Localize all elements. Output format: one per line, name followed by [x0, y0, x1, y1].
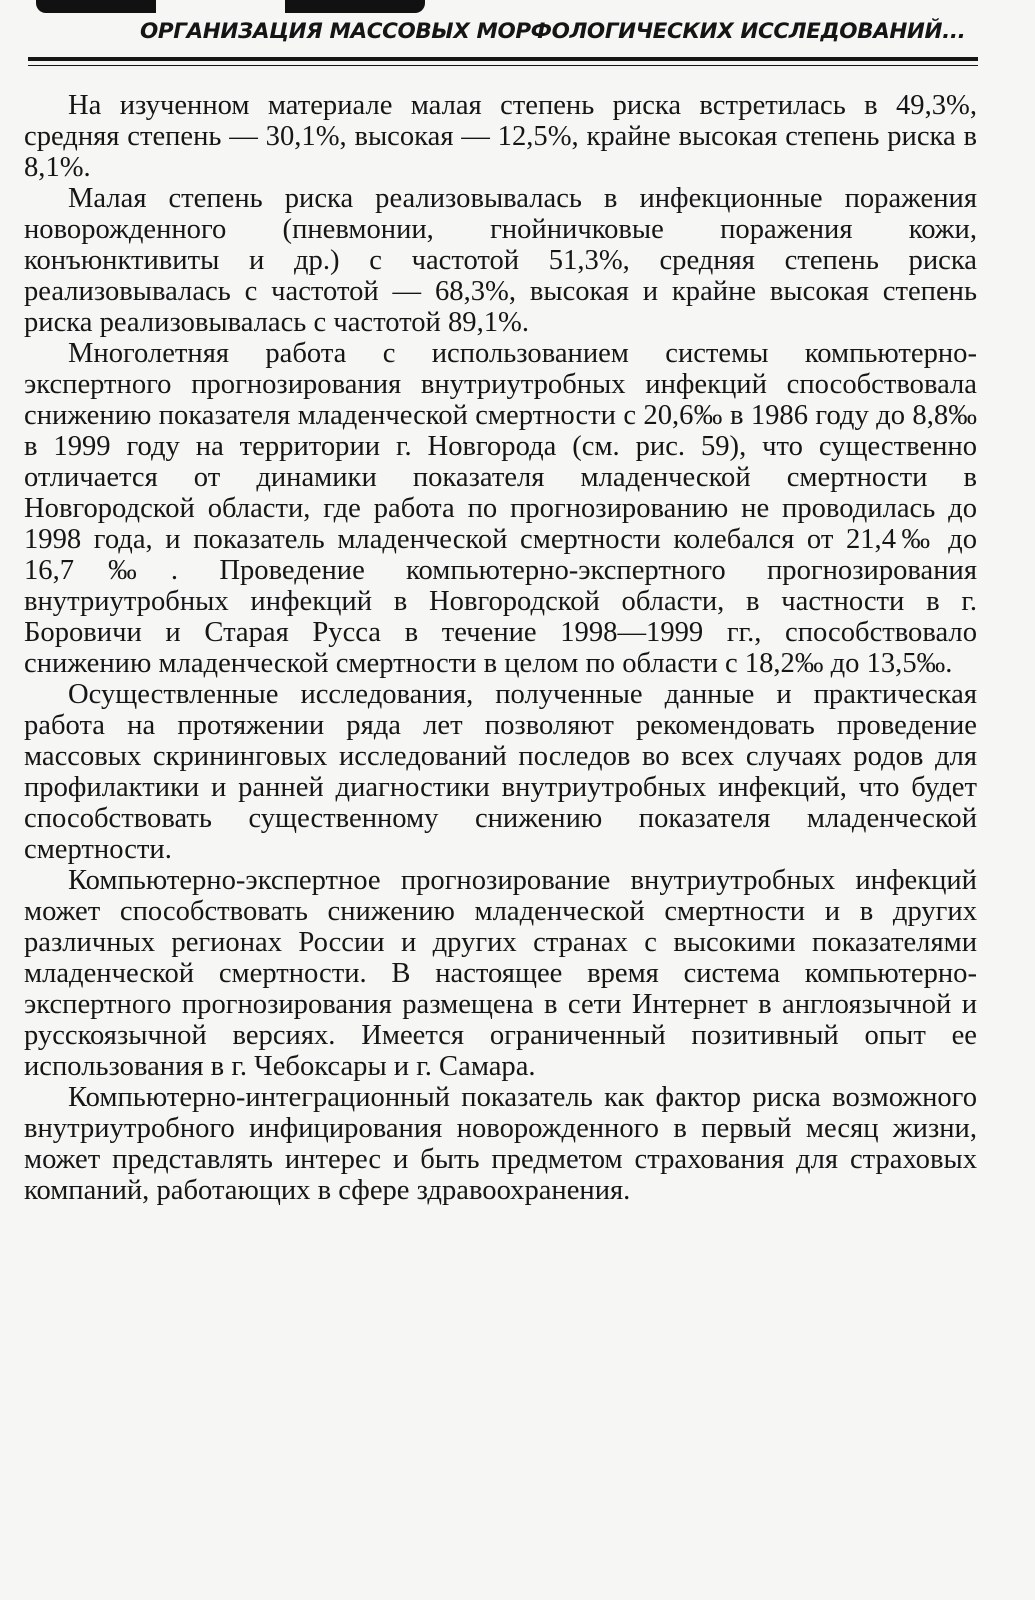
header-rule-thin: [28, 65, 978, 66]
paragraph-2: Малая степень риска реализовывалась в инфекционные поражения новорожденного (пневмонии, гнойничковые поражения кожи, конъюнктивиты и др.) с частотой 51,3%, средняя степень риска реализовывалась с частотой — 68,3%, высокая и крайне высокая степень риска реализовывалась с частотой 89,1%.: [24, 183, 977, 338]
running-title: ОРГАНИЗАЦИЯ МАССОВЫХ МОРФОЛОГИЧЕСКИХ ИССЛЕДОВАНИЙ...: [140, 19, 966, 44]
header-tab-decoration-right: [285, 0, 425, 13]
paragraph-5: Компьютерно-экспертное прогнозирование внутриутробных инфекций может способствовать снижению младенческой смертности и в других различных регионах России и других странах с высокими показателями младенческой смертности. В настоящее время система компьютерно-экспертного прогнозирования размещена в сети Интернет в англоязычной и русскоязычной версиях. Имеется ограниченный позитивный опыт ее использования в г. Чебоксары и г. Самара.: [24, 865, 977, 1082]
paragraph-6: Компьютерно-интеграционный показатель как фактор риска возможного внутриутробного инфицирования новорожденного в первый месяц жизни, может представлять интерес и быть предметом страхования для страховых компаний, работающих в сфере здравоохранения.: [24, 1082, 977, 1206]
paragraph-1: На изученном материале малая степень риска встретилась в 49,3%, средняя степень — 30,1%, высокая — 12,5%, крайне высокая степень риска в 8,1%.: [24, 90, 977, 183]
paragraph-3: Многолетняя работа с использованием системы компьютерно-экспертного прогнозирования внутриутробных инфекций способствовала снижению показателя младенческой смертности с 20,6‰ в 1986 году до 8,8‰ в 1999 году на территории г. Новгорода (см. рис. 59), что существенно отличается от динамики показателя младенческой смертности в Новгородской области, где работа по прогнозированию не проводилась до 1998 года, и показатель младенческой смертности колебался от 21,4‰ до 16,7‰. Проведение компьютерно-экспертного прогнозирования внутриутробных инфекций в Новгородской области, в частности в г. Боровичи и Старая Русса в течение 1998—1999 гг., способствовало снижению младенческой смертности в целом по области с 18,2‰ до 13,5‰.: [24, 338, 977, 679]
header-tab-decoration-left: [36, 0, 156, 13]
header-rule-thick: [28, 57, 978, 61]
paragraph-4: Осуществленные исследования, полученные данные и практическая работа на протяжении ряда лет позволяют рекомендовать проведение массовых скрининговых исследований последов во всех случаях родов для профилактики и ранней диагностики внутриутробных инфекций, что будет способствовать существенному снижению показателя младенческой смертности.: [24, 679, 977, 865]
page-body: [24, 90, 977, 1206]
